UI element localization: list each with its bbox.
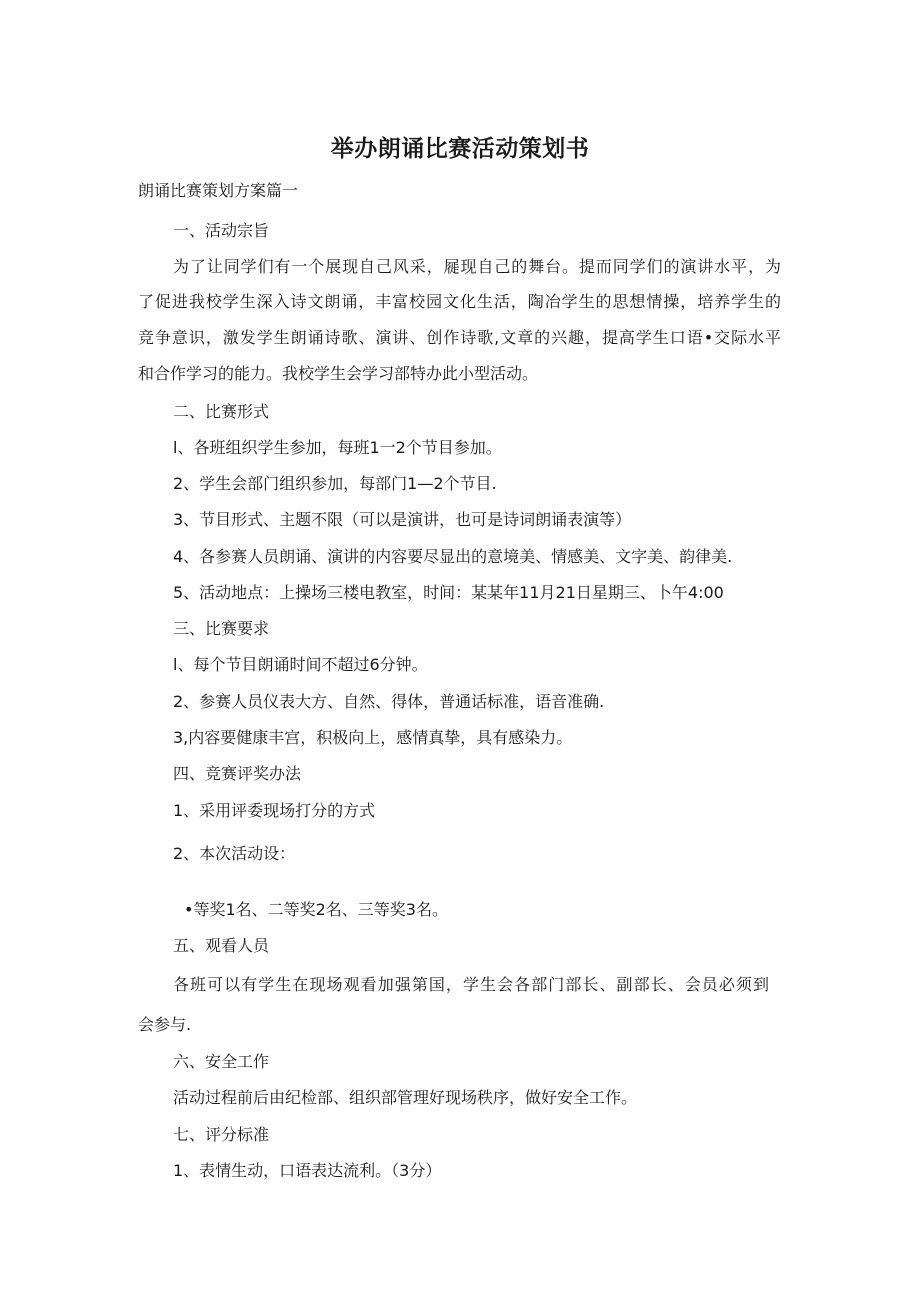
paragraph-line: 各班可以有学生在现场观看加强第国，学生会各部门部长、副部长、会员必须到 [173, 975, 769, 994]
document-subtitle: 朗诵比赛策划方案篇一 [138, 181, 299, 200]
paragraph-line: 为了让同学们有一个展现自己风采，屣现自己的舞台。提而同学们的演讲水平，为 [173, 257, 781, 276]
list-item: 2、参赛人员仪表大方、自然、得体，普通话标准，语音准确. [173, 692, 605, 711]
paragraph-line: 和合作学习的能力。我校学生会学习部特办此小型活动。 [138, 364, 539, 383]
paragraph-line: 竞争意识，激发学生朗诵诗歌、演讲、创作诗歌,文章的兴趣，提高学生口语•交际水平 [138, 328, 781, 347]
section-heading-requirements: 三、比赛要求 [173, 619, 270, 638]
list-item: l、每个节目朗诵时间不超过6分钟。 [173, 655, 428, 674]
section-heading-awards: 四、竞赛评奖办法 [173, 764, 302, 783]
paragraph-line: 会参与. [138, 1015, 192, 1034]
list-item: 5、活动地点：上操场三楼电教室，时间：某某年11月21日星期三、卜午4:00 [173, 583, 724, 602]
list-item: l、各班组织学生参加，每班1一2个节目参加。 [173, 438, 502, 457]
list-item: 3、节目形式、主题不限（可以是演讲，也可是诗词朗诵表演等） [173, 510, 632, 529]
section-heading-safety: 六、安全工作 [173, 1052, 270, 1071]
list-item: 2、学生会部门组织参加，每部门1—2个节目. [173, 474, 497, 493]
paragraph-line: 了促进我校学生深入诗文朗诵，丰富校园文化生活，陶冶学生的思想情操，培养学生的 [138, 292, 781, 311]
list-item: •等奖1名、二等奖2名、三等奖3名。 [184, 900, 448, 919]
list-item: 2、本次活动设： [173, 844, 296, 863]
section-heading-scoring: 七、评分标准 [173, 1125, 270, 1144]
section-heading-audience: 五、观看人员 [173, 936, 270, 955]
list-item: 3,内容要健康丰宫，积极向上，感情真挚，具有感染力。 [173, 728, 573, 747]
list-item: 4、各参赛人员朗诵、演讲的内容要尽显出的意境美、情感美、文字美、韵律美. [173, 547, 733, 566]
paragraph-line: 活动过程前后由纪检部、组织部管理好现场秩序，做好安全工作。 [173, 1088, 638, 1107]
section-heading-format: 二、比赛形式 [173, 402, 270, 421]
list-item: 1、采用评委现场打分的方式 [173, 801, 376, 820]
list-item: 1、表情生动，口语表达流利。（3分） [173, 1161, 442, 1180]
document-title: 举办朗诵比赛活动策划书 [330, 136, 590, 162]
section-heading-purpose: 一、活动宗旨 [173, 221, 270, 240]
